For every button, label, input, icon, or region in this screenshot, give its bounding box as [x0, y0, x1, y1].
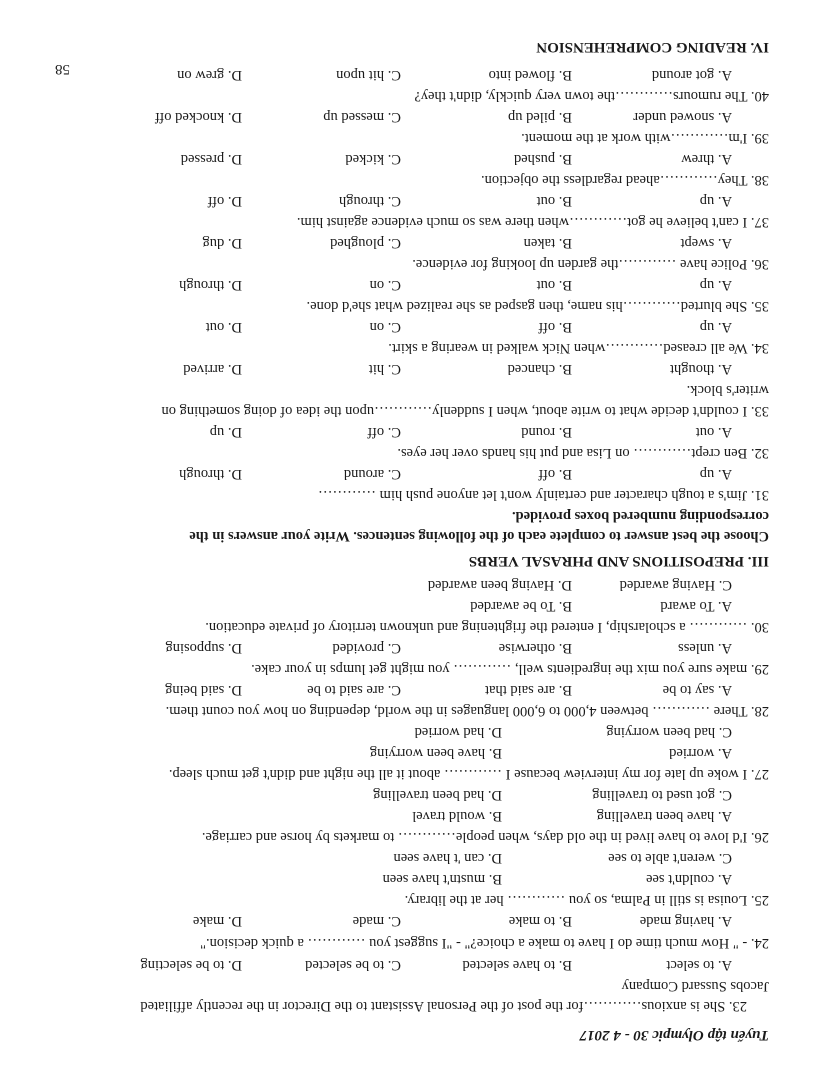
question-23-cont [0, 976, 825, 996]
question-34 [0, 338, 825, 358]
question-31 [0, 485, 825, 505]
option-a: A. up [699, 277, 732, 293]
option-a: A. snowed under [633, 109, 732, 125]
option-b: B. off [538, 319, 572, 335]
question-24-options [0, 911, 825, 931]
question-35-options [0, 275, 825, 295]
question-23-options [0, 955, 825, 975]
option-b: B. are said that [485, 682, 572, 698]
question-37-options [0, 191, 825, 211]
question-stem: 36. Police have …………the garden up looking for evidence. [412, 256, 769, 272]
question-33-cont [0, 380, 825, 400]
question-25-options-ab [0, 869, 825, 889]
question-32 [0, 443, 825, 463]
option-b: B. chanced [507, 361, 572, 377]
option-a: A. up [699, 193, 732, 209]
option-d: D. had worried [414, 724, 502, 740]
question-33-options [0, 359, 825, 379]
option-d: D. up [209, 424, 242, 440]
question-26-options-ab [0, 806, 825, 826]
option-a: A. couldn't see [646, 871, 732, 887]
option-d: D. through [179, 466, 242, 482]
question-stem: 38. They…………ahead regardless the objection. [480, 172, 769, 188]
option-c: C. off [367, 424, 401, 440]
question-stem: 34. We all creased…………when Nick walked in wearing a skirt. [388, 340, 769, 356]
question-stem: 37. I can't believe he got…………when there was so much evidence against him. [296, 214, 769, 230]
option-b: B. pushed [514, 151, 572, 167]
option-a: A. say to be [662, 682, 732, 698]
option-b: B. flowed into [488, 67, 572, 83]
question-34-options [0, 317, 825, 337]
question-36 [0, 254, 825, 274]
option-d: D. can 't have seen [393, 850, 502, 866]
option-c: C. are said to be [307, 682, 401, 698]
question-37 [0, 212, 825, 232]
section-instruction-cont [0, 506, 825, 526]
question-stem: 35. She blurted…………his name, then gasped as she realized what she'd done. [306, 298, 769, 314]
option-a: A. have been travelling [596, 808, 732, 824]
option-a: A. to select [666, 957, 732, 973]
question-27 [0, 764, 825, 784]
question-25 [0, 890, 825, 910]
question-30 [0, 617, 825, 637]
option-c: C. on [369, 277, 401, 293]
option-a: A. up [699, 319, 732, 335]
option-b: B. out [536, 277, 572, 293]
option-c: C. weren't able to see [608, 850, 732, 866]
question-stem: 24. - " How much time do I have to make a choice?" - "I suggest you ………… a quick decision." [200, 935, 769, 951]
option-a: A. having made [639, 913, 732, 929]
question-stem: 31. Jim's a tough character and certainly won't let anyone push him ………… [318, 487, 769, 503]
option-c: C. ploughed [330, 235, 401, 251]
option-d: D. said being [165, 682, 242, 698]
page-header: Tuyển tập Olympic 30 - 4 2017 [579, 1027, 769, 1043]
question-32-options [0, 422, 825, 442]
question-25-options-cd [0, 848, 825, 868]
option-b: B. off [538, 466, 572, 482]
option-c: C. around [343, 466, 401, 482]
option-b: B. round [521, 424, 572, 440]
question-40 [0, 86, 825, 106]
option-b: B. otherwise [498, 640, 572, 656]
question-23 [0, 996, 825, 1016]
question-stem: 40. The rumours…………the town very quickly, didn't they? [414, 88, 769, 104]
question-stem: 39. I'm…………with work at the moment. [521, 130, 769, 146]
instruction-line-1: Choose the best answer to complete each of the following sentences. Write your answers in the [189, 528, 769, 544]
question-stem: 27. I woke up late for my interview because I ………… about it all the night and didn't get much sleep. [168, 766, 769, 782]
option-d: D. arrived [183, 361, 242, 377]
option-c: C. got used to travelling [592, 787, 732, 803]
option-a: A. worried [669, 745, 732, 761]
option-a: A. threw [681, 151, 732, 167]
page-number: 58 [55, 61, 70, 77]
option-d: D. pressed [180, 151, 242, 167]
question-stem: 29. make sure you mix the ingredients well, ………… you might get lumps in your cake. [251, 661, 769, 677]
question-stem: 25. Louisa is still in Palma, so you ………… her at the library. [404, 892, 769, 908]
question-29 [0, 659, 825, 679]
option-c: C. to be selected [305, 957, 401, 973]
question-stem: 32. Ben crept………… on Lisa and put his hands over her eyes. [397, 445, 769, 461]
option-b: B. mustn't have seen [382, 871, 502, 887]
question-27-options-cd [0, 722, 825, 742]
question-39-options [0, 107, 825, 127]
question-26 [0, 827, 825, 847]
option-d: D. off [207, 193, 242, 209]
question-27-options-ab [0, 743, 825, 763]
question-26-options-cd [0, 785, 825, 805]
option-d: D. dug [202, 235, 242, 251]
question-stem-cont: writer's block. [686, 382, 769, 398]
question-31-options [0, 464, 825, 484]
option-d: D. to be selecting [140, 957, 242, 973]
option-b: B. piled up [507, 109, 572, 125]
option-a: A. out [695, 424, 732, 440]
section-title-prepositions: III. PREPOSITIONS AND PHRASAL VERBS [468, 553, 769, 569]
option-b: B. to have selected [462, 957, 572, 973]
option-b: B. would travel [412, 808, 502, 824]
option-a: A. To award [660, 598, 732, 614]
question-stem: 33. I couldn't decide what to write about, when I suddenly…………upon the idea of doing something on [161, 403, 769, 419]
option-c: C. made [352, 913, 401, 929]
question-38 [0, 170, 825, 190]
instruction-line-2: corresponding numbered boxes provided. [511, 508, 769, 524]
option-a: A. up [699, 466, 732, 482]
section-title-reading: IV. READING COMPREHENSION [536, 39, 769, 55]
option-c: C. provided [332, 640, 401, 656]
question-stem-cont: Jacobs Sussard Company [621, 978, 769, 994]
option-a: A. unless [678, 640, 732, 656]
option-a: A. swept [680, 235, 732, 251]
option-c: C. kicked [345, 151, 401, 167]
option-b: B. have been worrying [369, 745, 502, 761]
option-d: D. make [192, 913, 242, 929]
option-d: D. had been travelling [373, 787, 502, 803]
question-29-options [0, 638, 825, 658]
option-a: A. got around [651, 67, 732, 83]
question-33 [0, 401, 825, 421]
option-b: B. to make [508, 913, 572, 929]
option-b: B. out [536, 193, 572, 209]
option-c: C. hit [368, 361, 401, 377]
section-instruction [0, 526, 825, 546]
option-d: D. grew on [177, 67, 242, 83]
option-b: B. To be awarded [470, 598, 572, 614]
question-stem: 26. I'd love to have lived in the old days, when people………… to markets by horse and carriage. [201, 829, 769, 845]
question-40-options [0, 65, 825, 85]
option-d: D. Having been awarded [427, 577, 572, 593]
option-d: D. supposing [165, 640, 242, 656]
question-28-options [0, 680, 825, 700]
option-d: D. through [179, 277, 242, 293]
option-c: C. Having awarded [619, 577, 732, 593]
question-stem: 23. She is anxious…………for the post of the Personal Assistant to the Director in the recently affiliated [140, 998, 747, 1014]
option-d: D. out [205, 319, 242, 335]
question-36-options [0, 233, 825, 253]
question-30-options-cd [0, 575, 825, 595]
option-c: C. hit upon [336, 67, 401, 83]
question-38-options [0, 149, 825, 169]
option-c: C. had been worrying [606, 724, 732, 740]
option-a: A. thought [669, 361, 732, 377]
option-b: B. taken [523, 235, 572, 251]
question-39 [0, 128, 825, 148]
option-c: C. through [338, 193, 401, 209]
option-d: D. knocked off [154, 109, 242, 125]
question-30-options-ab [0, 596, 825, 616]
question-35 [0, 296, 825, 316]
question-stem: 28. There ………… between 4,000 to 6,000 languages in the world, depending on how you count them. [165, 703, 769, 719]
question-24 [0, 933, 825, 953]
option-c: C. messed up [323, 109, 401, 125]
question-28 [0, 701, 825, 721]
option-c: C. on [369, 319, 401, 335]
question-stem: 30. ………… a scholarship, I entered the frightening and unknown territory of private education. [205, 619, 769, 635]
